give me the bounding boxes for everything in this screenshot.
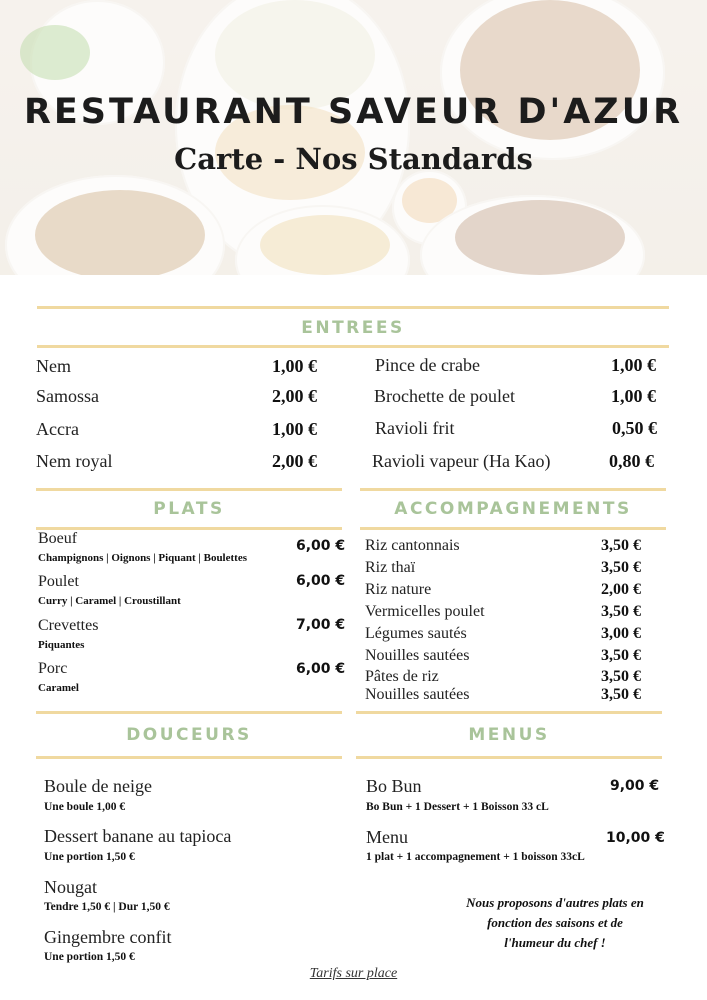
divider: [36, 488, 342, 491]
menu-item-price: 10,00 €: [606, 830, 665, 846]
menu-item-price: 3,50 €: [601, 668, 641, 685]
menu-item-price: 3,50 €: [601, 603, 641, 620]
menu-item-price: 2,00 €: [601, 581, 641, 598]
menu-item-name: Boule de neige: [44, 776, 152, 796]
menu-item-detail: 1 plat + 1 accompagnement + 1 boisson 33cL: [366, 851, 585, 863]
menu-item-detail: Curry | Caramel | Croustillant: [38, 595, 181, 607]
divider: [36, 527, 342, 530]
menu-item-detail: Une portion 1,50 €: [44, 851, 135, 863]
menu-item-price: 2,00 €: [272, 386, 317, 406]
menu-item-name: Ravioli frit: [375, 418, 455, 438]
menu-item-name: Menu: [366, 827, 408, 847]
menu-item-price: 3,00 €: [601, 625, 641, 642]
menu-item-price: 0,80 €: [609, 451, 654, 471]
menu-item-detail: Tendre 1,50 € | Dur 1,50 €: [44, 901, 170, 913]
restaurant-title: RESTAURANT SAVEUR D'AZUR: [23, 92, 684, 132]
menu-item-price: 7,00 €: [296, 617, 346, 633]
menu-item-price: 3,50 €: [601, 559, 641, 576]
section-title-plats: PLATS: [153, 499, 225, 519]
menu-item-name: Poulet: [38, 573, 79, 590]
menu-item-detail: Piquantes: [38, 639, 85, 651]
divider: [356, 711, 662, 714]
menu-item-name: Riz cantonnais: [365, 537, 460, 554]
menu-item-price: 3,50 €: [601, 686, 641, 703]
menu-item-name: Samossa: [36, 386, 99, 406]
menu-item-name: Porc: [38, 660, 68, 677]
menu-item-detail: Caramel: [38, 682, 79, 694]
menu-item-price: 6,00 €: [296, 661, 346, 677]
divider: [360, 488, 666, 491]
hero-banner: [0, 0, 707, 275]
chef-note-line: Nous proposons d'autres plats en: [466, 895, 644, 910]
menu-item-name: Dessert banane au tapioca: [44, 826, 232, 846]
menu-item-name: Riz thaï: [365, 559, 416, 576]
section-title-entrees: ENTREES: [301, 318, 405, 338]
menu-item-name: Nem royal: [36, 451, 113, 471]
menu-item-price: 1,00 €: [611, 386, 656, 406]
divider: [36, 711, 342, 714]
menu-item-name: Légumes sautés: [365, 625, 467, 642]
section-title-menus: MENUS: [468, 725, 550, 745]
divider: [37, 306, 669, 309]
menu-item-name: Vermicelles poulet: [365, 603, 485, 620]
menu-item-price: 1,00 €: [272, 356, 317, 376]
menu-item-price: 1,00 €: [611, 355, 656, 375]
menu-item-name: Nem: [36, 356, 71, 376]
menu-item-price: 1,00 €: [272, 419, 317, 439]
divider: [360, 527, 666, 530]
menu-item-name: Pince de crabe: [375, 355, 480, 375]
menu-item-price: 3,50 €: [601, 647, 641, 664]
divider: [37, 345, 669, 348]
chef-note-line: fonction des saisons et de: [487, 915, 623, 930]
menu-item-name: Boeuf: [38, 530, 78, 547]
divider: [36, 756, 342, 759]
menu-item-name: Pâtes de riz: [365, 668, 439, 685]
menu-item-name: Gingembre confit: [44, 927, 172, 947]
menu-item-detail: Une portion 1,50 €: [44, 951, 135, 963]
section-title-douceurs: DOUCEURS: [126, 725, 252, 745]
divider: [356, 756, 662, 759]
prices-footer-note: Tarifs sur place: [309, 966, 398, 981]
menu-item-name: Nouilles sautées: [365, 647, 470, 664]
menu-item-name: Accra: [36, 419, 79, 439]
chef-note-line: l'humeur du chef !: [504, 935, 606, 950]
hero-overlay: [0, 0, 707, 275]
section-title-accompagnements: ACCOMPAGNEMENTS: [394, 499, 632, 519]
menu-item-name: Bo Bun: [366, 776, 422, 796]
menu-item-price: 0,50 €: [612, 418, 657, 438]
menu-item-name: Nougat: [44, 877, 97, 897]
menu-item-detail: Bo Bun + 1 Dessert + 1 Boisson 33 cL: [366, 801, 549, 813]
menu-item-name: Crevettes: [38, 617, 99, 634]
chef-note: [430, 893, 680, 953]
menu-item-price: 9,00 €: [610, 778, 660, 794]
menu-item-detail: Une boule 1,00 €: [44, 801, 126, 813]
menu-subtitle: Carte - Nos Standards: [174, 142, 533, 176]
menu-item-price: 6,00 €: [296, 573, 346, 589]
menu-item-name: Brochette de poulet: [374, 386, 515, 406]
menu-item-price: 2,00 €: [272, 451, 317, 471]
menu-item-name: Riz nature: [365, 581, 432, 598]
menu-item-price: 3,50 €: [601, 537, 641, 554]
menu-item-name: Nouilles sautées: [365, 686, 470, 703]
menu-item-price: 6,00 €: [296, 538, 346, 554]
menu-item-detail: Champignons | Oignons | Piquant | Boulettes: [38, 552, 247, 564]
menu-item-name: Ravioli vapeur (Ha Kao): [372, 451, 551, 471]
